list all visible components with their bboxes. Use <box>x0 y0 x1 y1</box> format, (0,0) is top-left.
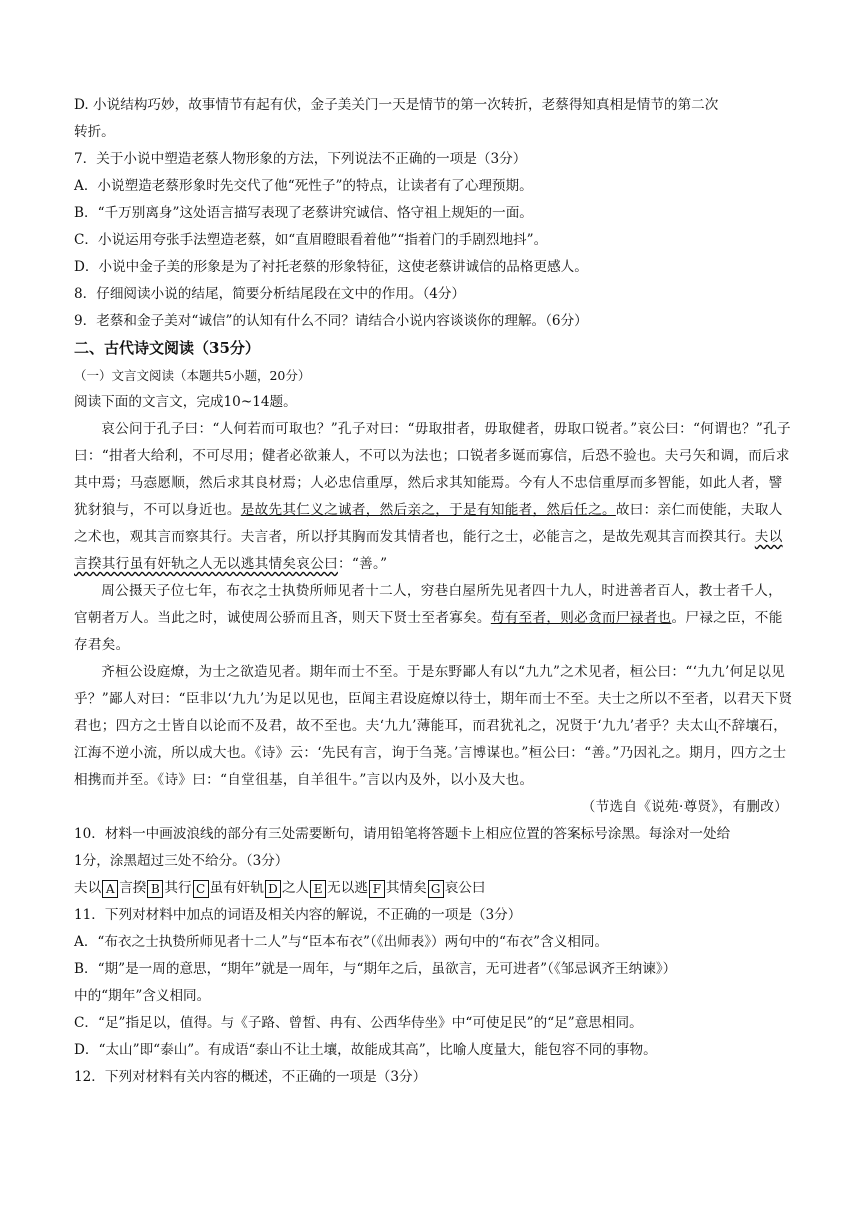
q10-segment: 哀公曰 <box>444 880 486 896</box>
passage-text: 。尸禄之臣，不能存君矣。 <box>74 610 783 653</box>
q11-stem: 11．下列对材料中加点的词语及相关内容的解说，不正确的一项是（3分） <box>74 907 522 923</box>
q6-option-d-line2: 转折。 <box>74 124 115 140</box>
q11-option-b-line1: B．“期”是一周的意思，“期年”就是一周年，与“期年之后，虽欲言，无可进者”（《邹忌讽齐王纳谏》） <box>74 961 677 977</box>
q10-sentence-options <box>74 875 794 902</box>
q6-option-d-line1: D. 小说结构巧妙，故事情节有起有伏，金子美关门一天是情节的第一次转折，老蔡得知真相是情节的第二次 <box>74 97 719 113</box>
q11-option-b-line2: 中的“期年”含义相同。 <box>74 988 211 1004</box>
q10-segment: 夫以 <box>74 880 102 896</box>
underlined-sentence: 苟有至者，则必贪而尸禄者也 <box>490 610 672 626</box>
section-title: 二、古代诗文阅读（35分） <box>74 339 260 357</box>
passage-text: 不辞壤石，江海不逆小流，所以成大也。《诗》云：‘先民有言，询于刍荛。’言博谋也。”桓公曰：“善。”乃因礼之。期月，四方之士相携而并至。《诗》曰：“自堂徂基，自羊徂牛。”言以内及外，以小及大也。 <box>74 718 788 788</box>
answer-box-c[interactable]: C <box>193 880 209 898</box>
q7-option-d: D．小说中金子美的形象是为了衬托老蔡的形象特征，这使老蔡讲诚信的品格更感人。 <box>74 259 588 275</box>
answer-box-g[interactable]: G <box>428 880 444 898</box>
classical-passage <box>74 416 794 821</box>
passage-text: 齐桓公设庭燎，为士之欲造见者。期年而士不至。于是东野鄙人有以“九九”之术见者，桓公曰：“‘九九’何 <box>101 664 744 680</box>
passage-paragraph-1 <box>74 416 794 578</box>
q10-stem-line2: 1分，涂黑超过三处不给分。（3分） <box>74 853 289 869</box>
passage-text: 故曰：亲仁而使能，夫取人之术也，观其言而察其行。夫言者，所以抒其胸而发其情者也，能行之士，必能言之，是故先观其言而揆其行。 <box>74 502 783 545</box>
q10-stem-line1: 10．材料一中画波浪线的部分有三处需要断句，请用铅笔将答题卡上相应位置的答案标号涂黑。每涂对一处给 <box>74 826 731 842</box>
q10-segment: 言揆 <box>119 880 147 896</box>
q12-stem: 12．下列对材料有关内容的概述，不正确的一项是（3分） <box>74 1069 427 1085</box>
dotted-word: 太山 <box>689 718 718 734</box>
section-subtitle: （一）文言文阅读（本题共5小题，20分） <box>74 368 311 383</box>
answer-box-e[interactable]: E <box>310 880 326 898</box>
q10-segment: 其情矣 <box>385 880 427 896</box>
passage-paragraph-3 <box>74 659 794 794</box>
q11-option-d: D．“太山”即“泰山”。有成语“泰山不让土壤，故能成其高”，比喻人度量大，能包容不同的事物。 <box>74 1042 657 1058</box>
q10-segment: 之人 <box>281 880 310 896</box>
q10-segment: 虽有奸轨 <box>209 880 264 896</box>
passage-text: 之士执贽所师见者十二人，穷巷白屋所先见者四十九人，时进善者百人，教士者千人，官朝者万人。当此之时，诚使周公骄而且吝，则天下贤士至者寡矣。 <box>74 583 782 626</box>
answer-box-f[interactable]: F <box>369 880 385 898</box>
q7-option-c: C．小说运用夸张手法塑造老蔡，如“直眉瞪眼看着他”“指着门的手剧烈地抖”。 <box>74 232 548 248</box>
answer-box-a[interactable]: A <box>102 880 118 898</box>
q7-option-a: A．小说塑造老蔡形象时先交代了他“死性子”的特点，让读者有了心理预期。 <box>74 178 533 194</box>
underlined-sentence: 是故先其仁义之诚者，然后亲之，于是有知能者，然后任之。 <box>240 502 616 518</box>
document-page <box>74 92 794 1091</box>
q7-option-b: B．“千万别离身”这处语言描写表现了老蔡讲究诚信、恪守祖上规矩的一面。 <box>74 205 533 221</box>
q7-stem: 7．关于小说中塑造老蔡人物形象的方法，下列说法不正确的一项是（3分） <box>74 151 527 167</box>
passage-text: ：“善。” <box>337 556 388 572</box>
wavy-underlined-segment: 夫以言揆其行虽有奸轨之人无以逃其情矣哀公曰 <box>74 529 783 572</box>
q9-stem: 9．老蔡和金子美对“诚信”的认知有什么不同？请结合小说内容谈谈你的理解。（6分） <box>74 313 588 329</box>
passage-text: 周公摄天子位七年，布 <box>101 583 241 599</box>
q8-stem: 8．仔细阅读小说的结尾，简要分析结尾段在文中的作用。（4分） <box>74 286 466 302</box>
answer-box-b[interactable]: B <box>147 880 163 898</box>
answer-box-d[interactable]: D <box>265 880 281 898</box>
q11-option-c: C．“足”指足以，值得。与《子路、曾皙、冉有、公西华侍坐》中“可使足民”的“足”意思相同。 <box>74 1015 643 1031</box>
passage-text: 哀公问于孔子曰：“人何若而可取也？”孔子对曰：“毋取拑者，毋取健者，毋取口锐者。”哀公曰：“何谓也？”孔子曰：“拑者大给利，不可尽用；健者必欲兼人，不可以为法也；口锐者多诞而寡信，后恐不验也。夫弓矢和调，而后求其中焉；马悫愿顺，然后求其良材焉；人必忠信重厚，然后求其知能焉。今有人不忠信重厚而多智能，如此人者，譬犹豺狼与，不可以身近也。 <box>74 421 791 518</box>
section-instruction: 阅读下面的文言文，完成10~14题。 <box>74 394 297 410</box>
passage-source: （节选自《说苑·尊贤》，有删改） <box>581 799 788 815</box>
q11-option-a: A．“布衣之士执贽所师见者十二人”与“臣本布衣”（《出师表》）两句中的“布衣”含义相同。 <box>74 934 609 950</box>
passage-text: 以见乎？”鄙人对曰：“臣非以‘九九’为足以见也，臣闻主君设庭燎以待士，期年而士不至。夫士之所以不至者，以君天下贤君也；四方之士皆自以论而不及君，故不至也。夫‘九九’薄能耳，而君犹礼之，况贤于‘九九’者乎？夫 <box>74 664 793 734</box>
q10-segment: 其行 <box>164 880 192 896</box>
dotted-word: 衣 <box>240 583 255 599</box>
dotted-word: 足 <box>743 664 758 680</box>
q10-segment: 无以逃 <box>327 880 368 896</box>
passage-paragraph-2 <box>74 578 794 659</box>
